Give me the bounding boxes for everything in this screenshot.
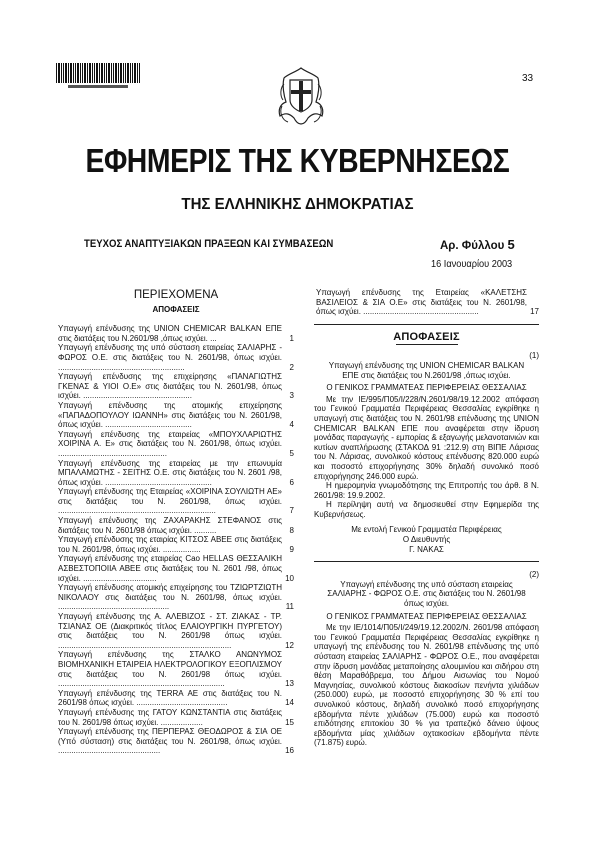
toc-subheading: ΑΠΟΦΑΣΕΙΣ (152, 304, 200, 314)
toc-item-page: 10 (285, 573, 294, 583)
toc-item (58, 372, 294, 401)
decisions-column (314, 288, 539, 748)
toc-list (58, 324, 294, 756)
barcode (56, 63, 140, 89)
toc-heading: ΠΕΡΙΕΧΟΜΕΝΑ (133, 289, 219, 301)
toc-item (58, 535, 294, 554)
toc-item-text: Υπαγωγή επένδυσης της εταιρείας Cao HELLAS ΘΕΣΣΑΛΙΚΗ ΑΣΒΕΣΤΟΠΟΙΙΑ ΑΒΕΕ στις διατάξεις του Ν. 2601 /98, όπως ισχύει. ................................. (58, 554, 282, 583)
decision-number: (2) (529, 570, 539, 580)
sheet-label: Αρ. Φύλλου (440, 240, 505, 252)
section-divider (314, 324, 539, 325)
page-number: 33 (522, 73, 534, 84)
toc-item-page: 12 (285, 640, 294, 650)
toc-item-page: 11 (285, 602, 294, 612)
issue-type: ΤΕΥΧΟΣ ΑΝΑΠΤΥΞΙΑΚΩΝ ΠΡΑΞΕΩΝ ΚΑΙ ΣΥΜΒΑΣΕΩΝ (84, 238, 334, 250)
toc-item-text: Υπαγωγή επένδυσης της ΣΤΑΛΚΟ ΑΝΩΝΥΜΟΣ ΒΙΟΜΗΧΑΝΙΚΗ ΕΤΑΙΡΕΙΑ ΗΛΕΚΤΡΟΛΟΓΙΚΟΥ ΕΞΟΠΛΙΣΜΟΥ στις διατάξεις του Ν. 2601/98 όπως ισχύει. ........................................................................... (58, 650, 282, 689)
toc-item-text: Υπαγωγή επένδυσης της TERRA AE στις διατάξεις του Ν. 2601/98 όπως ισχύει. ......................................... (58, 688, 282, 708)
toc-item (58, 689, 294, 708)
toc-item (58, 612, 294, 650)
toc-item (58, 516, 294, 535)
toc-item-text: Υπαγωγή επένδυσης της UNION CHEMICAR BALKAN ΕΠΕ στις διατάξεις του Ν.2601/98 ,όπως ισχύει. ... (58, 324, 282, 343)
toc-item (58, 650, 294, 688)
toc-item (58, 554, 294, 583)
signature-title: Ο Διευθυντής (402, 535, 451, 545)
toc-item-text: Υπαγωγή επένδυσης της ΓΑΤΟΥ ΚΩΝΣΤΑΝΤΙΑ στις διατάξεις του Ν. 2601/98 όπως ισχύει. ................... (58, 707, 282, 727)
sheet-number-value: 5 (507, 237, 515, 252)
toc-item-text: Υπαγωγή επένδυσης της υπό σύσταση εταιρείας ΣΑΛΙΑΡΗΣ - ΦΩΡΟΣ Ο.Ε. στις διατάξεις του Ν. 2601/98, όπως ισχύει. ......................................................... (58, 343, 282, 372)
toc-item-page: 5 (289, 448, 294, 458)
toc-item (58, 459, 294, 488)
toc-item-text: Υπαγωγή επένδυσης της ατομικής επιχείρησης «ΠΑΠΑΔΟΠΟΥΛΟΥ ΙΩΑΝΝΗ» στις διατάξεις του Ν. 2601/98, όπως ισχύει. ....................................... (58, 400, 282, 430)
toc-item-page: 8 (289, 525, 294, 535)
toc-item-page: 17 (530, 307, 539, 317)
decisions-heading: ΑΠΟΦΑΣΕΙΣ (393, 330, 460, 343)
toc-item-page: 7 (289, 506, 294, 516)
decision-paragraph: Η ημερομηνία γνωμοδότησης της Επιτροπής του άρθ. 8 Ν. 2601/98: 19.9.2002. (314, 481, 539, 500)
toc-item-text: Υπαγωγή επένδυσης της επιχείρησης «ΠΑΝΑΓΙΩΤΗΣ ΓΚΕΝΑΣ & ΥΙΟΙ Ο.Ε» στις διατάξεις του Ν. 2601/98, όπως ισχύει. ................................................. (58, 372, 282, 401)
sheet-number (440, 237, 515, 252)
toc-item-page: 9 (289, 544, 294, 554)
toc-item-text: Υπαγωγή επένδυσης της εταιρίας ΚΙΤΣΟΣ ΑΒΕΕ στις διατάξεις του Ν. 2601/98, όπως ισχύει. ................. (58, 535, 282, 554)
toc-item-page: 1 (289, 333, 294, 343)
toc-item (58, 708, 294, 727)
toc-item-text: Υπαγωγή επένδυσης της εταιρείας «ΜΠΟΥΧΛΑΡΙΩΤΗΣ ΧΟΙΡΙΝΑ Α. Ε» στις διατάξεις του Ν. 2601/98, όπως ισχύει. ................................................. (58, 429, 282, 458)
toc-item-page: 14 (285, 698, 294, 708)
toc-item-page: 4 (289, 420, 294, 430)
toc-item-text: Υπαγωγή επένδυσης της Εταιρείας «ΧΟΙΡΙΝΑ ΣΟΥΛΙΩΤΗ ΑΕ» στις διατάξεις του Ν. 2601/98, όπως ισχύει. ....................................................................... (58, 487, 282, 516)
toc-item-text: Υπαγωγή επένδυσης της εταιρείας με την επωνυμία ΜΠΑΛΑΜΩΤΗΣ - ΣΕΙΤΗΣ Ο.Ε. στις διατάξεις του Ν. 2601 /98, όπως ισχύει. ................................................ (58, 458, 282, 487)
decision-body: Με την ΙΕ/1014/Π05/Ι/249/19.12.2002/Ν. 2601/98 απόφαση του Γενικού Γραμματέα Περιφέρειας Θεσσαλίας εγκρίθηκε η υπαγωγή της επένδυσης του Ν. 2601/98 επένδυσης της υπό σύσταση εταιρείας ΣΑΛΙΑΡΗΣ - ΦΩΡΟΣ Ο.Ε., που αναφέρεται στην ίδρυση μονάδας μεταποίησης αλουμινίου και σιδήρου στη θέση Μαραθόβρεμα, του Δήμου Αισωνίας του Νομού Μαγνησίας, συνολικού κόστους διακοσίων πενήντα χιλιάδων (250.000) ευρώ, με ποσοστό επιχορήγησης 30 % επί του συνολικού κόστους, δηλαδή συνολικό ποσό επιχορήγησης εβδομήντα πέντε χιλιάδων (75.000) ευρώ και ποσοστό επιδότησης επιτοκίου 30 % για τραπεζικό δάνειο ύψους εβδομήντα μίας χιλιάδων οχτακοσίων εβδομήντα πέντε (71.875) ευρώ. (314, 623, 539, 748)
decision-paragraph: Η περίληψη αυτή να δημοσιευθεί στην Εφημερίδα της Κυβερνήσεως. (314, 500, 539, 519)
signature-line: Με εντολή Γενικού Γραμματέα Περιφέρειας (351, 525, 502, 535)
toc-item (58, 430, 294, 459)
decision-body: Με την ΙΕ/995/Π05/Ι/228/Ν.2601/98/19.12.2002 απόφαση του Γενικού Γραμματέα Περιφέρειας Θεσσαλίας εγκρίθηκε η υπαγωγή στις διατάξεις του Ν. 2601/98 επένδυσης της UNION CHEMICAR BALKAN ΕΠΕ που αναφέρεται στην ίδρυση μονάδας παραγωγής - εμπορίας & εξαγωγής μελανοταινιών και κυτίων αναπλήρωσης (ΣΤΑΚΟΔ 91 :212.9) στη ΒΙΠΕ Λάρισας του Ν. Λάρισας, συνολικού κόστους επένδυσης 820.000 ευρώ και ποσοστό επιχορήγησης 30% δηλαδή συνολικό ποσό επιχορήγησης 246.000 ευρώ. (314, 394, 539, 481)
toc-item-page: 13 (285, 679, 294, 689)
toc-item (58, 324, 294, 343)
toc-item-page: 16 (285, 746, 294, 756)
section-divider (314, 561, 539, 562)
decision-title: Υπαγωγή επένδυσης της υπό σύσταση εταιρείας ΣΑΛΙΑΡΗΣ - ΦΩΡΟΣ Ο.Ε. στις διατάξεις του Ν. 2601/98 όπως ισχύει. (327, 579, 526, 609)
toc-item-page: 15 (285, 717, 294, 727)
decision-title: Υπαγωγή επένδυσης της UNION CHEMICAR BALKAN ΕΠΕ στις διατάξεις του Ν.2601/98 ,όπως ισχύει. (328, 360, 525, 380)
heading-underline (396, 344, 458, 345)
toc-item-text: Υπαγωγή επένδυσης της ΠΕΡΠΕΡΑΣ ΘΕΟΔΩΡΟΣ & ΣΙΑ ΟΕ (Υπό σύσταση) στις διατάξεις του Ν. 2601/98, όπως ισχύει. .............................................. (58, 727, 282, 756)
toc-item-text: Υπαγωγή επένδυσης της ΖΑΧΑΡΑΚΗΣ ΣΤΕΦΑΝΟΣ στις διατάξεις του Ν. 2601/98 όπως ισχύει. .......... (58, 516, 282, 535)
toc-item-text: Υπαγωγή επένδυσης ατομικής επιχείρησης του ΤΖΙΩΡΤΖΙΩΤΗ ΝΙΚΟΛΑΟΥ στις διατάξεις του Ν. 2601/98, όπως ισχύει. .................................................. (58, 583, 282, 612)
masthead-title: ΕΦΗΜΕΡΙΣ ΤΗΣ ΚΥΒΕΡΝΗΣΕΩΣ (85, 142, 510, 179)
toc-item-text: Υπαγωγή επένδυσης της Εταιρείας «ΚΑΛΕΤΣΗΣ ΒΑΣΙΛΕΙΟΣ & ΣΙΑ Ο.Ε» στις διατάξεις του Ν. 2601/98, όπως ισχύει. .................................................... (316, 288, 527, 317)
toc-item-text: Υπαγωγή επένδυσης της Α. ΑΛΕΒΙΖΟΣ - ΣΤ. ΖΙΑΚΑΣ - ΤΡ. ΤΣΙΑΝΑΣ ΟΕ (Διακριτικός τίτλος ΕΛΑΙΟΥΡΓΙΚΗ ΠΥΡΓΕΤΟΥ) στις διατάξεις του Ν. 2601/98 όπως ισχύει. .............................................................................. (58, 612, 282, 650)
toc-column (58, 288, 294, 756)
toc-item (58, 343, 294, 372)
toc-item-continued (314, 288, 539, 317)
toc-item (58, 487, 294, 516)
coat-of-arms-icon (276, 66, 326, 126)
toc-item (58, 583, 294, 612)
toc-item-page: 6 (289, 477, 294, 487)
decision-issuer: Ο ΓΕΝΙΚΟΣ ΓΡΑΜΜΑΤΕΑΣ ΠΕΡΙΦΕΡΕΙΑΣ ΘΕΣΣΑΛΙΑΣ (326, 611, 527, 621)
decision-number: (1) (529, 351, 539, 361)
toc-item (58, 401, 294, 430)
toc-item-page: 2 (289, 362, 294, 372)
toc-item-page: 3 (289, 391, 294, 401)
toc-item (58, 727, 294, 756)
decision-issuer: Ο ΓΕΝΙΚΟΣ ΓΡΑΜΜΑΤΕΑΣ ΠΕΡΙΦΕΡΕΙΑΣ ΘΕΣΣΑΛΙΑΣ (326, 383, 527, 393)
signature-name: Γ. ΝΑΚΑΣ (409, 544, 444, 554)
issue-date: 16 Ιανουαρίου 2003 (431, 259, 513, 270)
masthead-subtitle: ΤΗΣ ΕΛΛΗΝΙΚΗΣ ΔΗΜΟΚΡΑΤΙΑΣ (181, 196, 414, 213)
